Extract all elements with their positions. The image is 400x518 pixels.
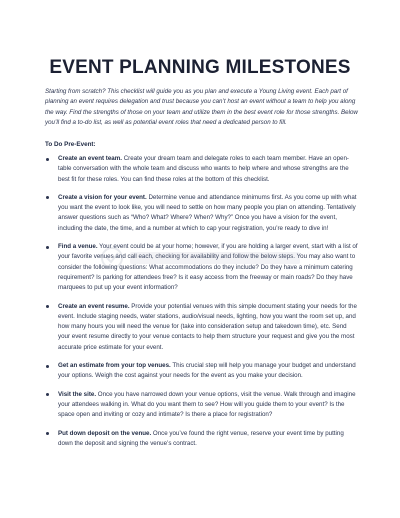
- list-item: [58, 429, 358, 450]
- item-text: Determine venue and attendance minimums first. As you come up with what you want the event to look like, you will need to settle on how many people you plan on attending. Tentatively answer questions such as “Who? What? Where? When? Why?” Once you have a vision for the event, including the date, the time, and a number at which to cap your registration, you’re ready to dive in!: [58, 193, 357, 232]
- bullet-icon: [46, 365, 49, 368]
- item-text: This crucial step will help you manage your budget and understand your options. Weigh the cost against your needs for the event as you make your decision.: [58, 362, 356, 380]
- page-title: EVENT PLANNING MILESTONES: [49, 57, 351, 78]
- list-item: [58, 193, 358, 234]
- bullet-icon: [46, 196, 49, 199]
- intro-paragraph: Starting from scratch? This checklist will guide you as you plan and execute a Young Living event. Each part of planning an event requires delegation and trust because you can’t host an event without a team to help you along the way. Find the strengths of those on your team and utilize them in the best event role for those strengths. Below you’ll find a to-do list, as well as potential event roles that need a dedicated person to fill.: [45, 88, 358, 127]
- item-label: Create an event team.: [58, 155, 122, 162]
- item-text: Once you’ve found the right venue, reserve your event time by putting down the deposit and signing the venue’s contract.: [58, 429, 344, 447]
- todo-heading: To Do Pre-Event:: [45, 141, 96, 148]
- bullet-icon: [46, 393, 49, 396]
- item-text: Create your dream team and delegate roles to each team member. Have an open-table conversation with the whole team and discuss who wants to help where and whose strengths are the best fit for these roles. You can find these roles at the bottom of this checklist.: [58, 155, 349, 183]
- item-label: Find a venue.: [58, 243, 98, 251]
- item-label: Create a vision for your event.: [58, 193, 147, 201]
- item-text: Once you have narrowed down your venue options, visit the venue. Walk through and imagine your attendees walking in. What do you want them to see? How will you guide them to your event? Is the space open and inviting or cozy and intimate? Is there a place for registration?: [58, 390, 356, 419]
- list-item: [58, 361, 358, 382]
- list-item: [58, 154, 358, 185]
- item-label: Put down deposit on the venue.: [58, 429, 152, 437]
- item-text: Your event could be at your home; however, if you are holding a larger event, start with a list of your favorite venues and call each, checking for availability and follow the below steps. You may also want to consider the following questions: What accommodations do they include? Do they have a minimum catering requirement? Is parking for attendees free? Is it easy access from the freeway or main roads? Do they have marquees to put up your event information?: [58, 243, 358, 292]
- item-label: Create an event resume.: [58, 302, 130, 310]
- item-label: Visit the site.: [58, 390, 97, 398]
- item-text: Provide your potential venues with this simple document stating your needs for the event. Include staging needs, water stations, audio/visual needs, lighting, how you want the room set up, and how many hours you will need the venue for (take into consideration setup and takedown time), etc. Send your event resume directly to your venue contacts to help them structure your request and give you the most accurate price estimate for your event.: [58, 302, 357, 351]
- bullet-icon: [46, 305, 49, 308]
- bullet-icon: [46, 432, 49, 435]
- bullet-icon: [46, 246, 49, 249]
- list-item: [58, 390, 358, 421]
- item-label: Get an estimate from your top venues.: [58, 362, 171, 370]
- checklist: [58, 154, 358, 449]
- bullet-icon: [46, 158, 49, 161]
- list-item: [58, 242, 358, 293]
- list-item: [58, 302, 358, 353]
